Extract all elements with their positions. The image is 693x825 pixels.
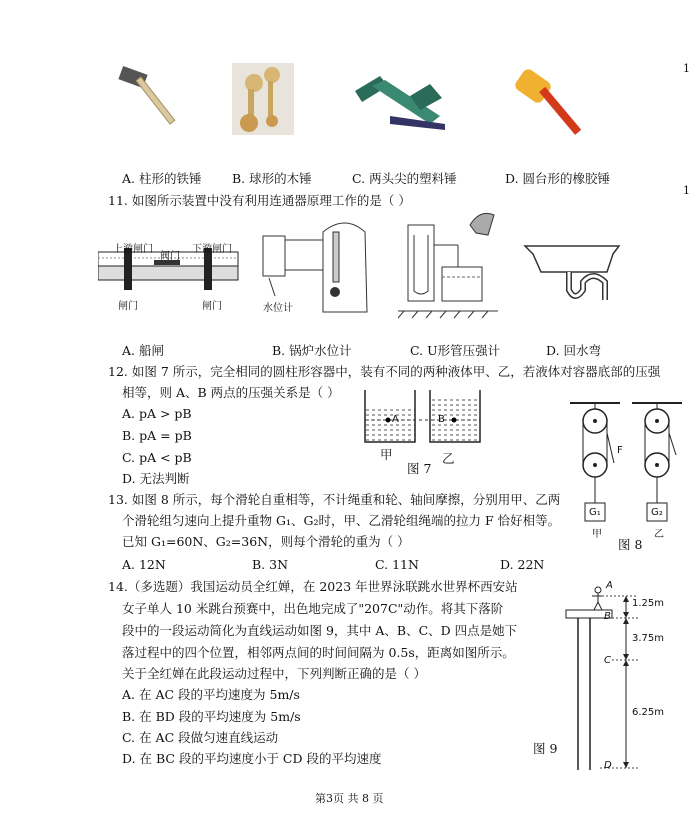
q12-option-d: D. 无法判断 (122, 471, 190, 486)
q12-stem-line1: 12. 如图 7 所示，完全相同的圆柱形容器中，装有不同的两种液体甲、乙，若液体对容器底部的压强 (108, 364, 661, 379)
q11-stem: 11. 如图所示装置中没有利用连通器原理工作的是（ ） (108, 193, 411, 208)
q12-option-b: B. pA = pB (122, 428, 192, 443)
u-tube-manometer-diagram (398, 205, 498, 320)
q11-option-b: B. 锅炉水位计 (272, 343, 352, 358)
lock-valve-label: 阀门 (160, 251, 180, 262)
fig7-point-a: A (392, 414, 399, 425)
q13-stem-line1: 13. 如图 8 所示，每个滑轮自重相等，不计绳重和轮、轴间摩擦，分别用甲、乙两 (108, 492, 561, 507)
q13-option-b: B. 3N (252, 557, 289, 572)
plastic-pointed-hammer-image (350, 66, 448, 134)
fig8-jia-label: 甲 (592, 529, 602, 540)
fig9-point-b: B (604, 611, 611, 622)
fig9-distance-cd: 6.25m (632, 707, 665, 718)
margin-mark-2: 1 (683, 184, 690, 197)
wooden-ball-hammer-image (232, 63, 294, 135)
q14-stem-line2: 女子单人 10 米跳台预赛中，出色地完成了"207C"动作。将其下落阶 (122, 601, 504, 616)
fig9-distance-bc: 3.75m (632, 633, 665, 644)
q14-option-b: B. 在 BD 段的平均速度为 5m/s (122, 709, 301, 724)
margin-mark-1: 1 (683, 62, 690, 75)
lock-gate1-label: 闸门 (118, 301, 138, 312)
fig9-point-d: D (604, 760, 612, 771)
fig7-label-yi: 乙 (442, 451, 455, 466)
sink-trap-diagram (523, 240, 623, 308)
figure9-diving-diagram (560, 580, 672, 775)
q12-stem-line2: 相等，则 A、B 两点的压强关系是（ ） (122, 385, 340, 400)
fig8-yi-label: 乙 (654, 529, 664, 540)
q13-option-d: D. 22N (500, 557, 545, 572)
q14-stem-line4: 落过程中的四个位置，相邻两点间的时间间隔为 0.5s，距离如图所示。 (122, 645, 515, 660)
lock-gate2-label: 闸门 (202, 301, 222, 312)
lock-downstream-gate-label: 下游闸门 (192, 244, 232, 255)
q10-option-c: C. 两头尖的塑料锤 (352, 171, 457, 186)
fig9-distance-ab: 1.25m (632, 598, 665, 609)
lock-upstream-gate-label: 上游闸门 (113, 244, 153, 255)
figure8-pulley-systems (560, 393, 693, 538)
q13-stem-line2: 个滑轮组匀速向上提升重物 G₁、G₂时，甲、乙滑轮组绳端的拉力 F 恰好相等。 (122, 513, 561, 528)
q11-option-c: C. U形管压强计 (410, 343, 501, 358)
page-footer: 第3页 共 8 页 (315, 792, 384, 805)
q13-stem-line3: 已知 G₁=60N、G₂=36N，则每个滑轮的重为（ ） (122, 534, 410, 549)
fig7-label: 图 7 (407, 461, 432, 476)
q12-option-a: A. pA > pB (122, 406, 192, 421)
fig8-g1-label: G₁ (589, 507, 601, 518)
q14-stem-line1: 14.（多选题）我国运动员全红婵，在 2023 年世界泳联跳水世界杯西安站 (108, 579, 518, 594)
q10-option-d: D. 圆台形的橡胶锤 (505, 171, 611, 186)
q13-option-c: C. 11N (375, 557, 419, 572)
q12-option-c: C. pA < pB (122, 450, 192, 465)
fig9-point-a: A (606, 580, 613, 591)
q11-option-d: D. 回水弯 (546, 343, 602, 358)
fig8-g2-label: G₂ (651, 507, 663, 518)
q14-stem-line5: 关于全红婵在此段运动过程中，下列判断正确的是（ ） (122, 666, 426, 681)
q14-stem-line3: 段中的一段运动简化为直线运动如图 9，其中 A、B、C、D 四点是她下 (122, 623, 518, 638)
fig8-label: 图 8 (618, 537, 643, 552)
rubber-hammer-image (512, 64, 604, 142)
q10-option-b: B. 球形的木锤 (232, 171, 312, 186)
q14-option-a: A. 在 AC 段的平均速度为 5m/s (122, 687, 300, 702)
iron-hammer-image (110, 62, 200, 137)
q14-option-d: D. 在 BC 段的平均速度小于 CD 段的平均速度 (122, 751, 382, 766)
q13-option-a: A. 12N (122, 557, 166, 572)
fig9-label: 图 9 (533, 741, 558, 756)
fig7-point-b: B (438, 414, 445, 425)
fig9-point-c: C (604, 655, 611, 666)
figure7-containers (360, 388, 490, 448)
q11-option-a: A. 船闸 (122, 343, 164, 358)
fig7-label-jia: 甲 (380, 447, 393, 462)
boiler-gauge-label: 水位计 (263, 303, 293, 314)
fig8-force-label: F (617, 445, 623, 456)
q14-option-c: C. 在 AC 段做匀速直线运动 (122, 730, 279, 745)
q10-option-a: A. 柱形的铁锤 (122, 171, 202, 186)
